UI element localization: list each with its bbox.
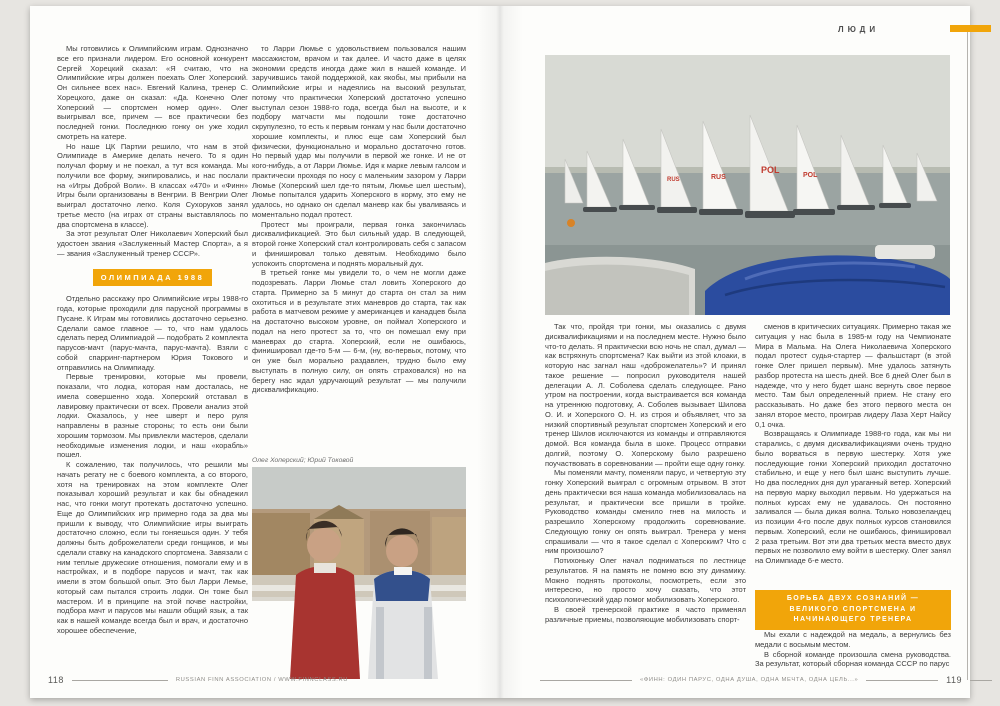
footer-rule [72,680,168,681]
paragraph: Мы поменяли мачту, поменяли парус, и четвертую эту гонку Хоперский выиграл с огромным отрывом. В этот день практически вся наша команда мобилизовалась на результат, и практически все пришли в тройке. Руководство команды сменило гнев на милость и разрешило Хоперскому продолжить соревнование. Следующую гонку он опять выиграл. Тренера у меня спрашивали — что я такое сделал с Хоперским? Что с ним произошло? [545,468,746,556]
paragraph: В третьей гонке мы увидели то, о чем не могли даже подозревать. Ларри Люмье стал ловить Хоперского до старта. Примерно за 5 минут до старта он стал за ним охотиться и в результате этих маневров до старта, так как работа в матчевом режиме у американцев и канадцев была на достаточно высоком уровне, он поймал Хоперского и подал на него протест за то, что он помешал ему при маневрах до старта. Хоперский, если не ошибаюсь, финишировал где-то 5-м — 6-м, (ну, во-первых, потому, что он уже был морально раздавлен, трудно было ему выступать в полную силу, он опять страховался) но на берегу нас ждал удручающий результат — мы получили дисквалификацию. [252,268,466,395]
sail-label: POL [803,172,818,179]
edge-rule [967,32,968,680]
sail-label: RUS [711,174,726,181]
page-number: 119 [946,675,962,685]
footer-rule [970,680,992,681]
paragraph: то Ларри Люмье с удовольствием пользовался нашим массажистом, врачом и так далее. И часто даже в целях экономии средств иногда даже жил в нашей команде. И заручившись такой поддержкой, как якобы, мы прибыли на Олимпийские игры и надеялись на высокий результат, потому что практически Хоперский достаточно успешно выступал сезон 1988-го года, всегда был на высоте, и к подбору матчасти мы подошли тоже достаточно скрупулезно, то есть к первым гонкам у нас были достаточно хорошие комплекты, и плюс еще сам Хоперский был физически, функционально и морально достаточно готов. Но первый удар мы получили в первой же гонке. И не от кого-нибудь, а от Ларри Люмье. Идя к марке левым галсом и практически проходя по носу с маленьким зазором у Ларри Люмье (Хоперский шел где-то пятым, Люмье шел шестым), Люмье попытался ударить Хоперского в корму, это ему не удалось, но однако он сделал маневр как бы уваливаясь и моментально подал протест. [252,44,466,219]
paragraph: Потихоньку Олег начал подниматься по лестнице результатов. Я на память не помню всю эту динамику. Можно поднять протоколы, посмотреть, если это интересно, но просто хочу сказать, что этот психологический удар помог мобилизовать Хоперского. [545,556,746,604]
paragraph: Так что, пройдя три гонки, мы оказались с двумя дисквалификациями и на последнем месте. Нужно было что-то делать. Я практически всю ночь не спал, думал — как встряхнуть спортсмена? Как выйти из этой клоаки, в которую нас загнал наш «доброжелатель»? И принял такое решение — попросил руководителя нашей делегации А. Л. Соболева сделать следующее. Рано утром на построении, когда выстраивается вся команда на утреннюю подготовку, А. Соболев вызывает Шилова О. И. и Хоперского О. Н. из строя и объявляет, что за низкий спортивный результат спортсмен Хоперский и его тренер Шилов исключаются из команды и отправляются домой. Вся команда была в шоке. Процесс отправки долгий, поэтому О. Хоперскому было разрешено поучаствовать в соревновании — пройти еще одну гонку. [545,322,746,468]
page-gutter [477,6,523,698]
right-column-1 [545,322,746,664]
left-column-1 [57,44,248,658]
photo-two-men-illustration [252,467,466,679]
paragraph: Мы готовились к Олимпийским играм. Однозначно все его признали лидером. Его основной конкурент Сергей Хорецкий сказал: «Я считаю, что на Олимпийские игры должен поехать Олег Хоперский. Он сильнее всех нас». Евгений Калина, тренер С. Хорецкого, даже он сказал: «Да. Конечно Олег Хоперский — спортсмен номер один». Олег выигрывал все, причем — все практически без последней гонки. Последнюю гонку он уже ходил смотреть на катере. [57,44,248,141]
photo-sailboats [545,55,950,315]
photo-sailboats-illustration [545,55,950,315]
pull-quote-box: БОРЬБА ДВУХ СОЗНАНИЙ — ВЕЛИКОГО СПОРТСМЕНА И НАЧИНАЮЩЕГО ТРЕНЕРА [755,590,951,630]
paragraph: Протест мы проиграли, первая гонка закончилась дисквалификацией. Это был сильный удар. В следующей, второй гонке Хоперский стал контролировать себя с запасом и финишировал только девятым. Необходимо было успокоить спортсмена и поднять моральный дух. [252,219,466,268]
paragraph: сменов в критических ситуациях. Примерно такая же ситуация у нас была в 1985-м году на Чемпионате Мира в Мальма. На Олега Николаевича Хоперского подал протест судья-стартер — фальшстарт (в этой гонке Олег пришел первым). Мне удалось затянуть разбор протеста на шесть дней. Все 6 дней Олег был в надежде, что у него будет шанс вернуть свое первое место. Там был определенный прием. Не стану его рассказывать. Но даже без этого первого места он занял второе место, проиграв лидеру Лаза Херт Найсу 0,1 очка. [755,322,951,429]
left-column-2 [252,44,466,455]
paragraph: Но наше ЦК Партии решило, что нам в этой Олимпиаде в Америке делать нечего. То я один получал форму и не поехал, а тут вся команда. Мы получили все форму, экипировались, и нас послали на «Игры Доброй Воли». В классах «470» и «Финн» Игры были организованы в Венгрии. В Венгрии Олег выиграл достаточно легко. Коля Сухоруков занял третье место (на играх от страны выставлялось по два спортсмена в классе). [57,141,248,229]
paragraph: Первые тренировки, которые мы провели, показали, что лодка, которая нам досталась, не имела совершенно хода. Хоперский отставал в лавировку практически от всех. Провели анализ этой лодки. Оказалось, у нее шверт и перо руля направлены в разные стороны; то есть они были хорошим тормозом. Мы привлекли мастеров, сделали необходимые изменения лодки, и наш «корабль» пошел. [57,372,248,460]
footer-quote: «ФИНН: ОДИН ПАРУС, ОДНА ДУША, ОДНА МЕЧТА, ОДНА ЦЕЛЬ...» [640,677,859,683]
paragraph: Отдельно расскажу про Олимпийские игры 1988-го года, которые проходили для парусной программы в Пусане. К Играм мы готовились достаточно серьезно. Сделали самое главное — то, что нам удалось сделать перед Олимпиадой — подобрать 2 комплекта парусов-мачт (парус-мачта, парус-мачта). Взяли с собой спарринг-партнером Юрия Токового и отправились на Олимпиаду. [57,294,248,372]
footer-rule [866,680,938,681]
paragraph: Возвращаясь к Олимпиаде 1988-го года, как мы ни старались, с двумя дисквалификациями очень трудно было ворваться в первую шестерку. Хотя уже последующие гонки Хоперский приходил достаточно стабильно, и еще у него был шанс выступить лучше. Но два последних дня дул ураганный ветер. Хоперский на первую марку выходил первым. Но удержаться на полных курсах ему не удавалось. Он постоянно заливался — была дикая волна. Только новозеландец из позиции 4-го после двух полных курсов становился первым. Хоперский, если не ошибаюсь, финишировал 2 раза третьим. Вот эти два третьих места вместо двух первых не позволило ему войти в шестерку. Олег занял на Олимпиаде 6-е место. [755,429,951,565]
paragraph: К сожалению, так получилось, что решили мы начать регату не с боевого комплекта, а со второго, хотя на тренировках на этом комплекте Олег показывал хороший результат и как бы обнадежил нас, что гонки могут протекать достаточно успешно. Еще до Олимпийских игр примерно года за два мы пришли к выводу, что Олимпийские игры выиграть достаточно сложно, если ты гоняешься один. У тебя должны быть доброжелатели среди гонщиков, и мы сделали ставку на канадского спортсмена. Завязали с ним теплые дружеские отношения, помогали ему и в настройках, и в подборе парусов и мачт, так как имели в этом большой опыт. Это был Ларри Лемье, который сам пытался строить лодки. Он тоже был мастером. И в принципе на этой почве настройки, подбора мачт и парусов мы нашли общий язык, а так как в нашей команде всегда был и врач, и достаточно хорошее обеспечение, [57,460,248,635]
paragraph: В своей тренерской практике я часто применял различные приемы, позволяющие мобилизовать спорт- [545,604,746,624]
top-accent-bar [950,25,991,32]
right-column-2 [755,322,951,586]
paragraph: За этот результат Олег Николаевич Хоперский был удостоен звания «Заслуженный Мастер Спорта», а я — звания «Заслуженный тренер СССР». [57,229,248,258]
page-number: 118 [48,675,64,685]
photo-two-men [252,467,466,679]
sail-label: POL [761,165,780,175]
section-label: ЛЮДИ [838,25,880,34]
footer-association: RUSSIAN FINN ASSOCIATION / WWW.FINNCLASS.RU [175,677,349,683]
chapter-heading: ОЛИМПИАДА 1988 [93,269,212,287]
sail-label: RUS [667,177,680,183]
paragraph: В сборной команде произошла смена руководства. За результат, который сборная команда СССР по парус [755,649,951,669]
footer-rule [540,680,632,681]
photo-caption: Олег Хоперский; Юрий Токовой [252,457,354,464]
spread-pages [30,6,970,698]
right-footer [540,675,992,685]
left-footer [48,675,468,685]
paragraph: Мы ехали с надеждой на медаль, а вернулись без медали с восьмым местом. [755,630,951,649]
